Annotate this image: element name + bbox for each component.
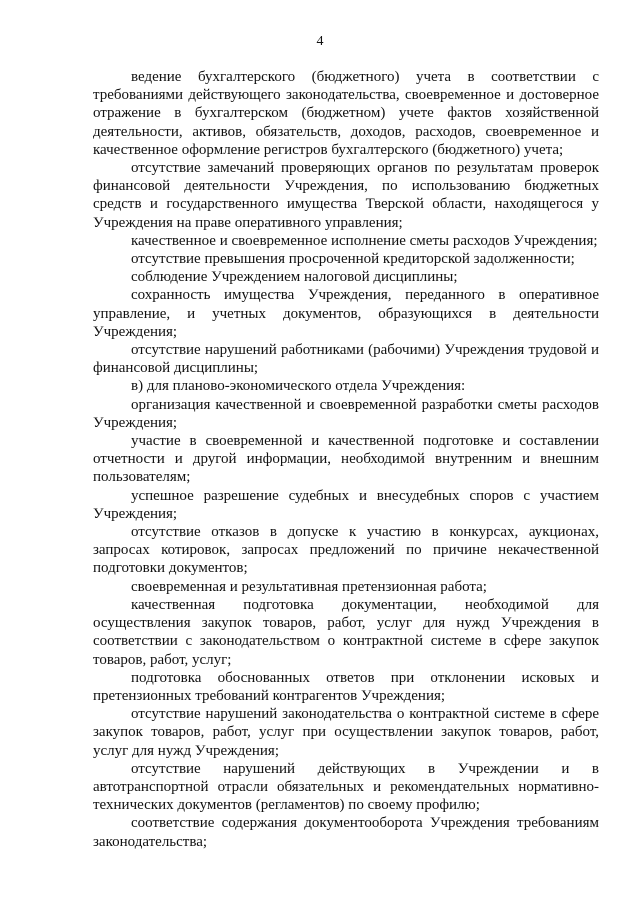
paragraph: отсутствие нарушений работниками (рабочими) Учреждения трудовой и финансовой дисциплины; (93, 342, 599, 377)
paragraph: качественное и своевременное исполнение сметы расходов Учреждения; (131, 232, 598, 249)
paragraph: отсутствие превышения просроченной кредиторской задолженности; (131, 251, 575, 268)
paragraph: отсутствие нарушений действующих в Учреждении и в автотранспортной отрасли обязательных и рекомендательных нормативно-технических документов (регламентов) по своему профилю; (93, 760, 599, 814)
paragraph: отсутствие замечаний проверяющих органов по результатам проверок финансовой деятельности Учреждения, по использованию бюджетных средств и государственного имущества Тверской области, находящегося у Учреждения на праве оперативного управления; (93, 160, 599, 231)
paragraph: организация качественной и своевременной разработки сметы расходов Учреждения; (93, 396, 599, 431)
section-heading: в) для планово-экономического отдела Учреждения: (131, 378, 466, 395)
paragraph: сохранность имущества Учреждения, переданного в оперативное управление, и учетных документов, образующихся в деятельности Учреждения; (93, 287, 599, 340)
paragraph: отсутствие нарушений законодательства о контрактной системе в сфере закупок товаров, работ, услуг при осуществлении закупок товаров, работ, услуг для нужд Учреждения; (93, 706, 599, 759)
paragraph: успешное разрешение судебных и внесудебных споров с участием Учреждения; (93, 487, 599, 522)
paragraph: участие в своевременной и качественной подготовке и составлении отчетности и другой информации, необходимой внутренним и внешним пользователям; (93, 433, 599, 486)
paragraph: качественная подготовка документации, необходимой для осуществления закупок товаров, работ, услуг для нужд Учреждения в соответствии с законодательством о контрактной системе в сфере закупок товаров, работ, услуг; (93, 596, 599, 668)
paragraph: соблюдение Учреждением налоговой дисциплины; (131, 269, 458, 286)
page-number: 4 (316, 34, 324, 49)
paragraph: отсутствие отказов в допуске к участию в конкурсах, аукционах, запросах котировок, запросах предложений по причине некачественной подготовки документов; (93, 524, 599, 577)
paragraph: соответствие содержания документооборота Учреждения требованиям законодательства; (93, 815, 599, 850)
paragraph: ведение бухгалтерского (бюджетного) учета в соответствии с требованиями действующего законодательства, своевременное и достоверное отражение в бухгалтерском (бюджетном) учете фактов хозяйственной деятельности, активов, обязательств, доходов, расходов, своевременное и качественное оформление регистров бухгалтерского (бюджетного) учета; (93, 69, 599, 158)
paragraph: своевременная и результативная претензионная работа; (131, 578, 487, 595)
document-body (93, 68, 599, 851)
paragraph: подготовка обоснованных ответов при отклонении исковых и претензионных требований контрагентов Учреждения; (93, 669, 599, 704)
